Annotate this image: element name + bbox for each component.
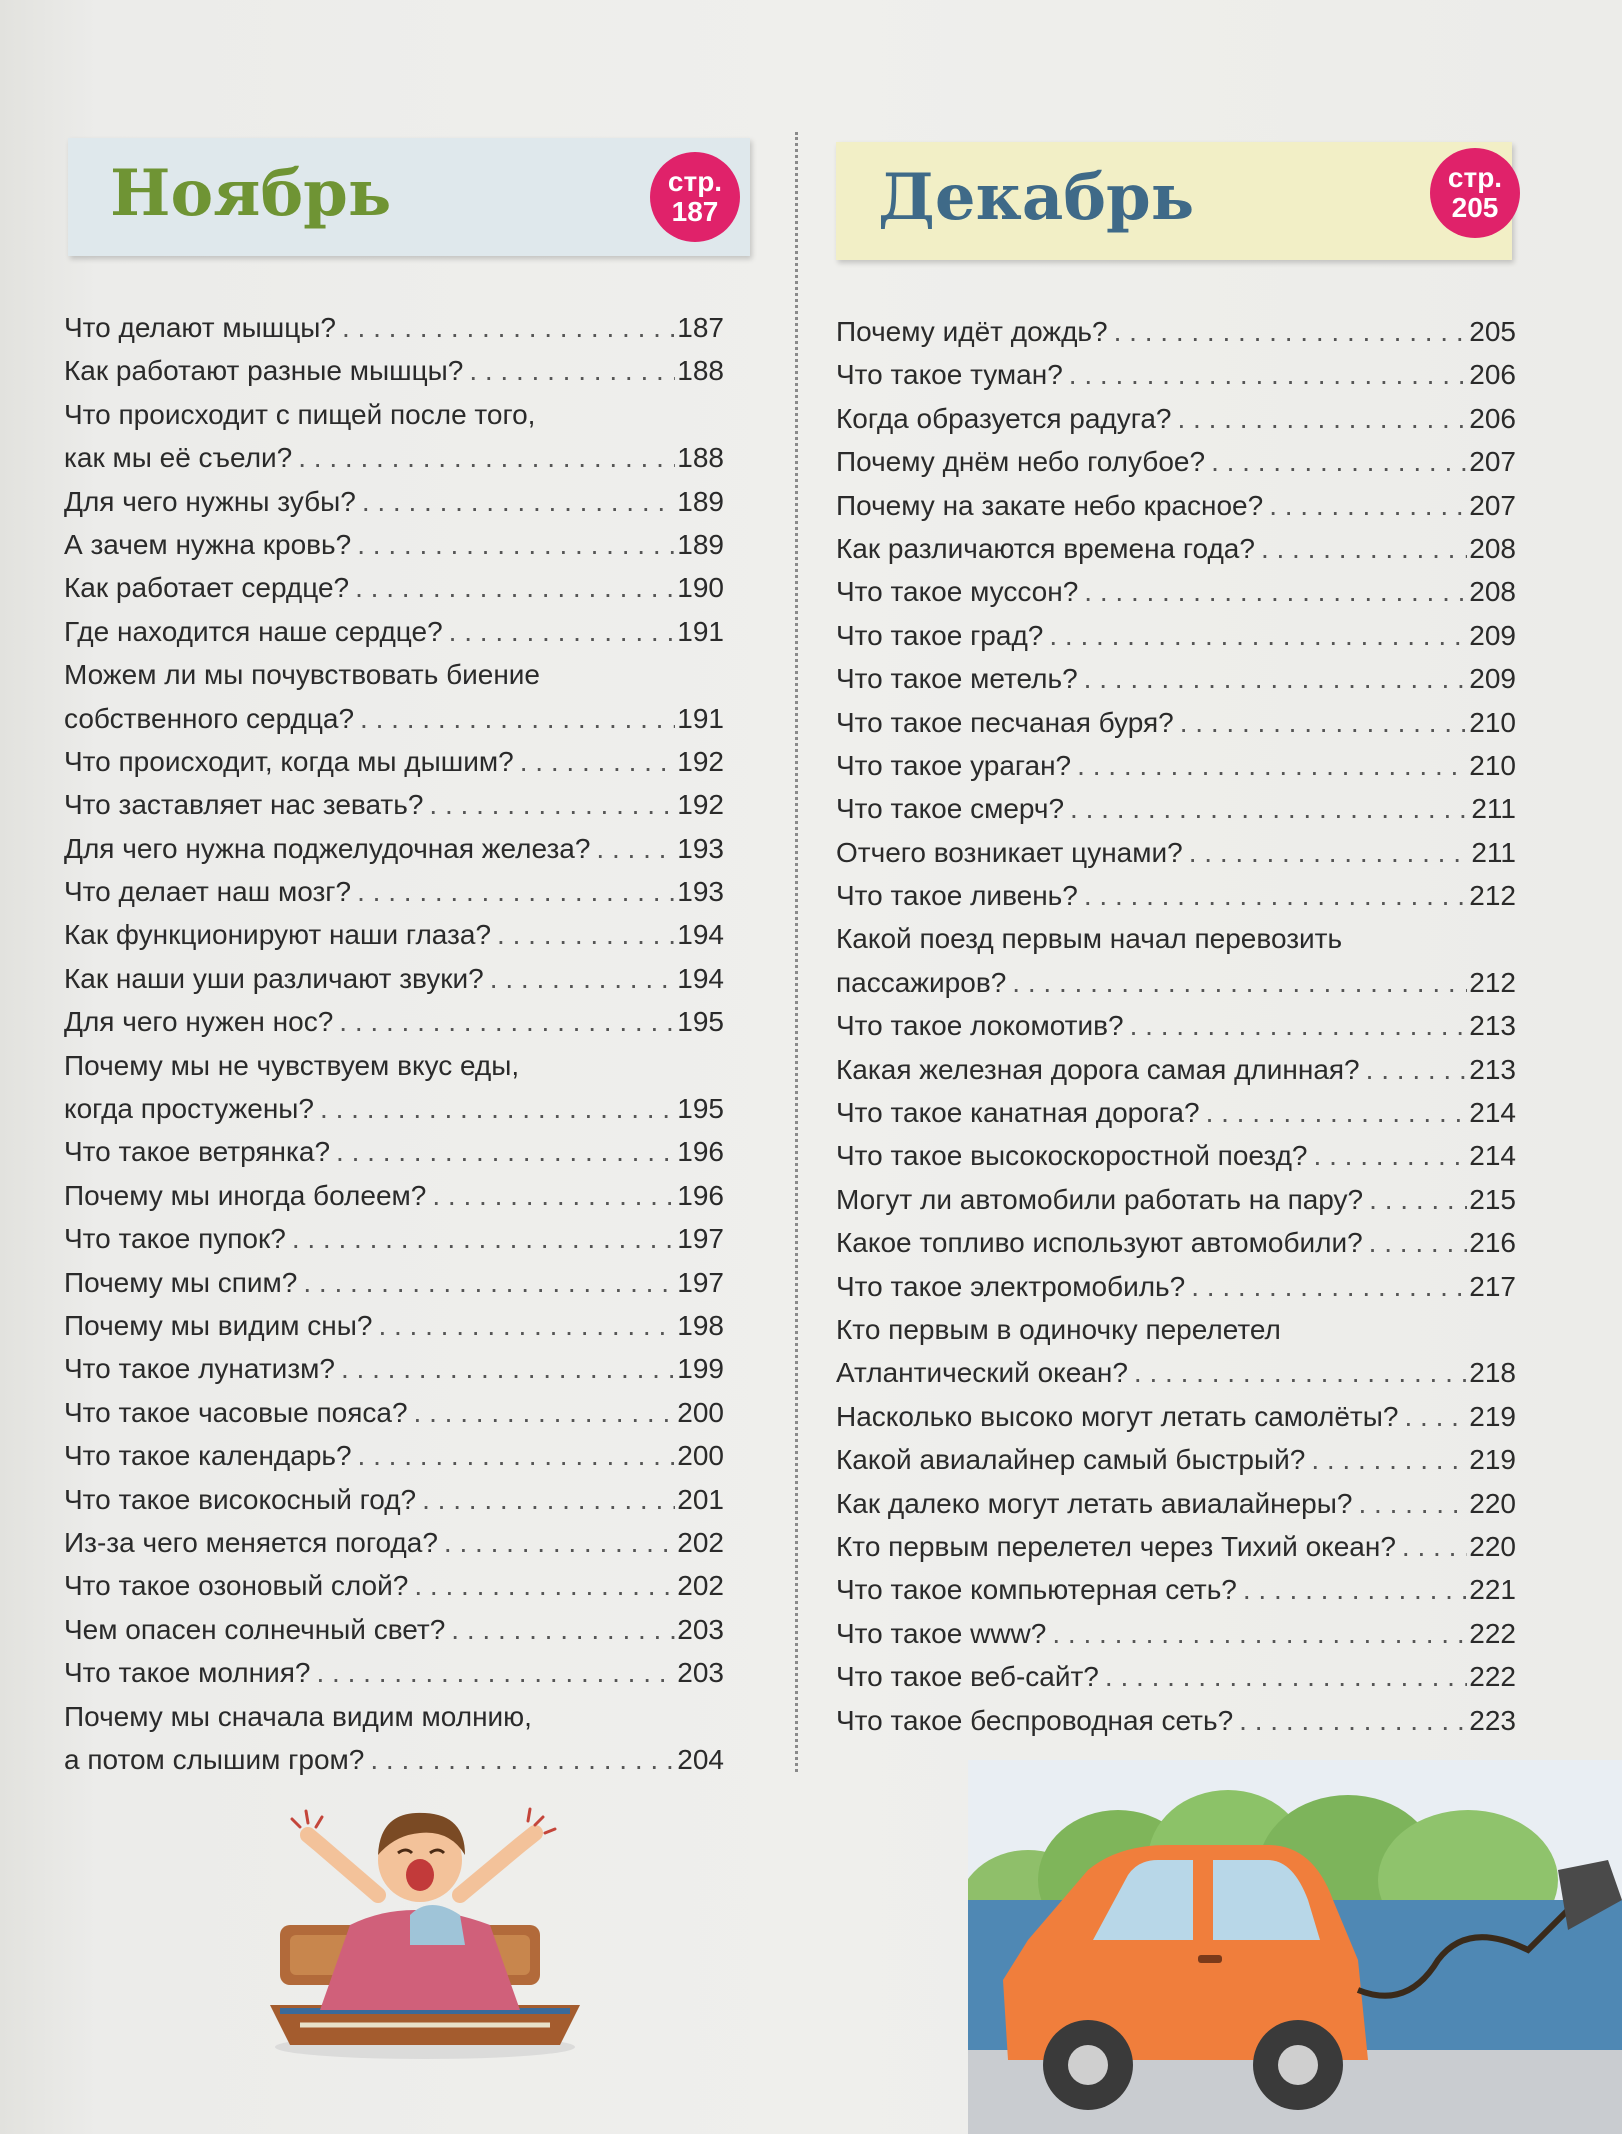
- toc-page-number: 207: [1469, 446, 1516, 478]
- toc-entry[interactable]: [64, 783, 724, 826]
- toc-question: собственного сердца?: [64, 702, 355, 734]
- toc-entry[interactable]: [64, 306, 724, 349]
- dot-leader: [1105, 1655, 1467, 1698]
- toc-page-number: 200: [677, 1396, 724, 1428]
- toc-page-number: 206: [1469, 359, 1516, 391]
- toc-question: Что такое молния?: [64, 1657, 311, 1689]
- toc-entry[interactable]: [836, 1525, 1516, 1568]
- toc-question: как мы её съели?: [64, 442, 293, 474]
- toc-question: Что такое високосный год?: [64, 1483, 417, 1515]
- toc-page-number: 205: [1469, 316, 1516, 347]
- dot-leader: [1404, 1395, 1467, 1438]
- toc-entry[interactable]: [64, 1174, 724, 1217]
- toc-page-number: 211: [1471, 836, 1516, 868]
- toc-question: Что делают мышцы?: [64, 312, 336, 343]
- toc-page-number: 212: [1469, 880, 1516, 912]
- dot-leader: [1191, 1265, 1467, 1308]
- toc-entry-line[interactable]: [836, 917, 1516, 960]
- toc-question: Что такое канатная дорога?: [836, 1097, 1200, 1129]
- dot-leader: [1084, 657, 1468, 700]
- toc-page-number: 218: [1469, 1357, 1516, 1389]
- toc-page-number: 220: [1469, 1530, 1516, 1562]
- dot-leader: [1049, 614, 1467, 657]
- toc-question: Из-за чего меняется погода?: [64, 1526, 438, 1558]
- toc-page-number: 197: [677, 1223, 724, 1255]
- toc-entry[interactable]: [836, 397, 1516, 440]
- dot-leader: [1114, 310, 1468, 353]
- toc-page-number: 222: [1469, 1661, 1516, 1693]
- toc-page-number: 210: [1469, 706, 1516, 738]
- toc-page-number: 194: [677, 962, 724, 994]
- toc-page-number: 195: [677, 1006, 724, 1038]
- dot-leader: [1180, 701, 1468, 744]
- toc-page-number: 199: [677, 1353, 724, 1385]
- toc-page-number: 207: [1469, 489, 1516, 521]
- toc-entry[interactable]: [64, 1391, 724, 1434]
- toc-entry[interactable]: [836, 1395, 1516, 1438]
- toc-page-number: 209: [1469, 663, 1516, 695]
- november-page-badge: [650, 152, 740, 242]
- toc-page-number: 204: [677, 1743, 724, 1775]
- dot-leader: [1239, 1699, 1467, 1742]
- dot-leader: [1366, 1048, 1468, 1091]
- toc-question: пассажиров?: [836, 966, 1007, 998]
- toc-entry[interactable]: [836, 440, 1516, 483]
- toc-question: Почему мы спим?: [64, 1266, 298, 1298]
- toc-question: Почему мы сначала видим молнию,: [64, 1700, 532, 1732]
- dot-leader: [422, 1478, 675, 1521]
- toc-page-number: 221: [1469, 1574, 1516, 1606]
- toc-question: Как работает сердце?: [64, 572, 350, 604]
- toc-page-number: 208: [1469, 532, 1516, 564]
- dot-leader: [1130, 1004, 1468, 1047]
- toc-question: Что такое веб-сайт?: [836, 1661, 1099, 1693]
- toc-page-number: 201: [677, 1483, 724, 1515]
- dot-leader: [1178, 397, 1468, 440]
- toc-page-number: 215: [1469, 1183, 1516, 1215]
- dot-leader: [342, 306, 675, 349]
- toc-question: Как работают разные мышцы?: [64, 355, 464, 387]
- dot-leader: [360, 697, 675, 740]
- dot-leader: [341, 1347, 675, 1390]
- toc-entry[interactable]: [836, 1048, 1516, 1091]
- toc-page-number: 211: [1471, 793, 1516, 825]
- toc-entry[interactable]: [64, 870, 724, 913]
- yawning-child-illustration: [260, 1775, 590, 2065]
- toc-page-number: 202: [677, 1526, 724, 1558]
- december-column: [836, 138, 1516, 1742]
- toc-question: Как функционируют наши глаза?: [64, 919, 492, 951]
- toc-page-number: 212: [1469, 966, 1516, 998]
- toc-page-number: 219: [1469, 1444, 1516, 1476]
- dot-leader: [358, 1434, 676, 1477]
- toc-page-number: 197: [677, 1266, 724, 1298]
- toc-entry[interactable]: [64, 1651, 724, 1694]
- december-title: Декабрь: [878, 160, 1195, 235]
- toc-page-number: 200: [677, 1440, 724, 1472]
- toc-page-number: 219: [1469, 1400, 1516, 1432]
- toc-entry[interactable]: [64, 697, 724, 740]
- toc-entry[interactable]: [836, 1134, 1516, 1177]
- toc-page-number: 222: [1469, 1617, 1516, 1649]
- toc-entry[interactable]: [64, 1478, 724, 1521]
- dot-leader: [303, 1261, 675, 1304]
- toc-entry[interactable]: [64, 610, 724, 653]
- toc-entry[interactable]: [836, 1221, 1516, 1264]
- toc-page-number: 191: [677, 702, 724, 734]
- toc-question: Что такое беспроводная сеть?: [836, 1704, 1234, 1736]
- badge-page-number: 187: [671, 196, 719, 227]
- toc-question: когда простужены?: [64, 1093, 315, 1125]
- badge-label: стр.: [1447, 162, 1503, 193]
- toc-entry[interactable]: [64, 480, 724, 523]
- toc-question: Атлантический океан?: [836, 1357, 1128, 1389]
- toc-page-number: 214: [1469, 1097, 1516, 1129]
- toc-entry[interactable]: [836, 484, 1516, 527]
- toc-page-number: 203: [677, 1613, 724, 1645]
- toc-question: Что такое туман?: [836, 359, 1063, 391]
- toc-question: Кто первым перелетел через Тихий океан?: [836, 1530, 1396, 1562]
- toc-question: А зачем нужна кровь?: [64, 528, 352, 560]
- toc-entry[interactable]: [64, 1000, 724, 1043]
- toc-entry[interactable]: [836, 744, 1516, 787]
- toc-entry[interactable]: [836, 1265, 1516, 1308]
- toc-entry[interactable]: [836, 614, 1516, 657]
- toc-question: Какой авиалайнер самый быстрый?: [836, 1444, 1306, 1476]
- november-toc-list: [64, 306, 724, 1781]
- toc-page-number: 189: [677, 528, 724, 560]
- toc-question: Что такое www?: [836, 1617, 1047, 1649]
- toc-page-number: 190: [677, 572, 724, 604]
- toc-page-number: 195: [677, 1093, 724, 1125]
- dot-leader: [1084, 570, 1467, 613]
- toc-page-number: 208: [1469, 576, 1516, 608]
- toc-entry[interactable]: [836, 657, 1516, 700]
- dot-leader: [298, 436, 675, 479]
- toc-question: Что такое озоновый слой?: [64, 1570, 409, 1602]
- toc-entry[interactable]: [64, 1217, 724, 1260]
- toc-question: Какая железная дорога самая длинная?: [836, 1053, 1360, 1085]
- toc-page-number: 196: [677, 1179, 724, 1211]
- badge-label: стр.: [667, 166, 723, 197]
- toc-page-number: 209: [1469, 619, 1516, 651]
- badge-page-number: 205: [1451, 192, 1499, 223]
- electric-car-illustration: [968, 1760, 1622, 2134]
- dot-leader: [1012, 961, 1467, 1004]
- toc-entry[interactable]: [64, 1608, 724, 1651]
- dot-leader: [1077, 744, 1467, 787]
- dot-leader: [1269, 484, 1467, 527]
- toc-question: Почему идёт дождь?: [836, 316, 1108, 347]
- toc-question: Как наши уши различают звуки?: [64, 962, 484, 994]
- toc-question: Что такое ливень?: [836, 880, 1078, 912]
- dot-leader: [292, 1217, 675, 1260]
- toc-question: Для чего нужны зубы?: [64, 485, 356, 517]
- dot-leader: [1369, 1178, 1467, 1221]
- toc-question: Что происходит, когда мы дышим?: [64, 745, 514, 777]
- dot-leader: [1134, 1351, 1467, 1394]
- toc-entry[interactable]: [64, 523, 724, 566]
- toc-page-number: 193: [677, 832, 724, 864]
- toc-question: Почему на закате небо красное?: [836, 489, 1264, 521]
- toc-entry[interactable]: [64, 740, 724, 783]
- dot-leader: [429, 783, 675, 826]
- dot-leader: [339, 1000, 675, 1043]
- november-title: Ноябрь: [110, 156, 392, 231]
- toc-entry[interactable]: [64, 957, 724, 1000]
- dot-leader: [362, 480, 675, 523]
- dot-leader: [596, 827, 675, 870]
- dot-leader: [1189, 831, 1470, 874]
- toc-page-number: 214: [1469, 1140, 1516, 1172]
- toc-entry-line[interactable]: [836, 1308, 1516, 1351]
- toc-entry[interactable]: [836, 787, 1516, 830]
- toc-question: Почему мы не чувствуем вкус еды,: [64, 1049, 520, 1081]
- dot-leader: [1314, 1134, 1468, 1177]
- toc-question: Для чего нужна поджелудочная железа?: [64, 832, 591, 864]
- dot-leader: [414, 1391, 676, 1434]
- december-toc-list: [836, 310, 1516, 1742]
- toc-question: Где находится наше сердце?: [64, 615, 443, 647]
- toc-question: Как далеко могут летать авиалайнеры?: [836, 1487, 1353, 1519]
- toc-entry[interactable]: [64, 349, 724, 392]
- toc-entry[interactable]: [836, 961, 1516, 1004]
- toc-question: Что такое компьютерная сеть?: [836, 1574, 1237, 1606]
- toc-entry[interactable]: [64, 827, 724, 870]
- toc-question: Что такое высокоскоростной поезд?: [836, 1140, 1308, 1172]
- dot-leader: [1369, 1221, 1468, 1264]
- dot-leader: [1358, 1482, 1467, 1525]
- toc-entry[interactable]: [836, 701, 1516, 744]
- dot-leader: [490, 957, 676, 1000]
- toc-question: Что такое локомотив?: [836, 1010, 1124, 1042]
- toc-entry[interactable]: [64, 1261, 724, 1304]
- toc-entry[interactable]: [836, 1091, 1516, 1134]
- toc-question: Можем ли мы почувствовать биение: [64, 659, 540, 691]
- dot-leader: [444, 1521, 675, 1564]
- toc-question: Что такое песчаная буря?: [836, 706, 1174, 738]
- dot-leader: [414, 1564, 675, 1607]
- dot-leader: [336, 1130, 675, 1173]
- toc-page-number: 187: [677, 312, 724, 343]
- toc-page-number: 194: [677, 919, 724, 951]
- toc-question: Почему днём небо голубое?: [836, 446, 1206, 478]
- toc-page-number: 216: [1469, 1227, 1516, 1259]
- toc-question: Что такое календарь?: [64, 1440, 352, 1472]
- toc-entry[interactable]: [64, 1130, 724, 1173]
- dot-leader: [355, 566, 675, 609]
- toc-entry[interactable]: [64, 1347, 724, 1390]
- toc-entry[interactable]: [836, 570, 1516, 613]
- toc-page-number: 210: [1469, 749, 1516, 781]
- toc-entry[interactable]: [64, 566, 724, 609]
- toc-page-number: 220: [1469, 1487, 1516, 1519]
- toc-question: Что такое лунатизм?: [64, 1353, 335, 1385]
- toc-question: Что такое ураган?: [836, 749, 1072, 781]
- toc-entry-line[interactable]: [64, 653, 724, 696]
- dot-leader: [378, 1304, 675, 1347]
- toc-question: а потом слышим гром?: [64, 1743, 365, 1775]
- dot-leader: [357, 870, 675, 913]
- toc-entry[interactable]: [836, 1482, 1516, 1525]
- toc-entry[interactable]: [64, 436, 724, 479]
- toc-page-number: 188: [677, 355, 724, 387]
- dot-leader: [451, 1608, 675, 1651]
- toc-entry[interactable]: [836, 1655, 1516, 1698]
- toc-entry[interactable]: [836, 310, 1516, 353]
- toc-question: Почему мы видим сны?: [64, 1309, 373, 1341]
- toc-question: Что такое электромобиль?: [836, 1270, 1186, 1302]
- dot-leader: [1261, 527, 1467, 570]
- toc-question: Что такое пупок?: [64, 1223, 286, 1255]
- toc-page-number: 203: [677, 1657, 724, 1689]
- toc-question: Что такое муссон?: [836, 576, 1079, 608]
- toc-entry[interactable]: [836, 1351, 1516, 1394]
- toc-page-number: 202: [677, 1570, 724, 1602]
- dot-leader: [469, 349, 675, 392]
- toc-page-number: 192: [677, 789, 724, 821]
- toc-entry-line[interactable]: [64, 1695, 724, 1738]
- toc-page-number: 217: [1469, 1270, 1516, 1302]
- toc-page-number: 213: [1469, 1053, 1516, 1085]
- dot-leader: [1243, 1568, 1467, 1611]
- toc-page-number: 188: [677, 442, 724, 474]
- dot-leader: [320, 1087, 675, 1130]
- toc-entry[interactable]: [836, 1178, 1516, 1221]
- toc-page-number: 189: [677, 485, 724, 517]
- toc-question: Что такое метель?: [836, 663, 1078, 695]
- toc-question: Что такое смерч?: [836, 793, 1065, 825]
- toc-entry[interactable]: [64, 1434, 724, 1477]
- toc-question: Почему мы иногда болеем?: [64, 1179, 427, 1211]
- toc-page-number: 213: [1469, 1010, 1516, 1042]
- dot-leader: [357, 523, 675, 566]
- dot-leader: [1311, 1438, 1467, 1481]
- toc-page-number: 223: [1469, 1704, 1516, 1736]
- toc-page-number: 191: [677, 615, 724, 647]
- dot-leader: [1402, 1525, 1467, 1568]
- toc-entry[interactable]: [836, 527, 1516, 570]
- toc-entry-line[interactable]: [64, 393, 724, 436]
- column-divider: [795, 132, 798, 1772]
- dot-leader: [1052, 1612, 1467, 1655]
- toc-entry[interactable]: [836, 1612, 1516, 1655]
- dot-leader: [1206, 1091, 1468, 1134]
- november-header: [68, 138, 750, 256]
- toc-entry[interactable]: [836, 1004, 1516, 1047]
- toc-entry[interactable]: [836, 1699, 1516, 1742]
- november-column: [64, 138, 724, 1781]
- toc-entry[interactable]: [836, 353, 1516, 396]
- dot-leader: [449, 610, 676, 653]
- toc-page-number: 193: [677, 876, 724, 908]
- dot-leader: [1211, 440, 1467, 483]
- toc-question: Могут ли автомобили работать на пару?: [836, 1183, 1364, 1215]
- toc-question: Кто первым в одиночку перелетел: [836, 1313, 1281, 1345]
- toc-question: Что такое часовые пояса?: [64, 1396, 408, 1428]
- toc-question: Какое топливо используют автомобили?: [836, 1227, 1363, 1259]
- toc-question: Какой поезд первым начал перевозить: [836, 923, 1343, 955]
- toc-question: Что такое град?: [836, 619, 1044, 651]
- toc-question: Что делает наш мозг?: [64, 876, 352, 908]
- toc-entry[interactable]: [836, 1438, 1516, 1481]
- toc-question: Что такое ветрянка?: [64, 1136, 331, 1168]
- dot-leader: [432, 1174, 675, 1217]
- toc-entry[interactable]: [64, 1087, 724, 1130]
- toc-question: Что происходит с пищей после того,: [64, 398, 536, 430]
- toc-question: Когда образуется радуга?: [836, 402, 1172, 434]
- toc-entry[interactable]: [836, 874, 1516, 917]
- toc-entry[interactable]: [64, 913, 724, 956]
- toc-question: Насколько высоко могут летать самолёты?: [836, 1400, 1399, 1432]
- toc-entry[interactable]: [64, 1564, 724, 1607]
- december-page-badge: [1430, 148, 1520, 238]
- dot-leader: [316, 1651, 675, 1694]
- dot-leader: [1084, 874, 1467, 917]
- toc-question: Для чего нужен нос?: [64, 1006, 334, 1038]
- toc-entry[interactable]: [64, 1521, 724, 1564]
- toc-page-number: 206: [1469, 402, 1516, 434]
- toc-question: Что заставляет нас зевать?: [64, 789, 424, 821]
- toc-question: Как различаются времена года?: [836, 532, 1255, 564]
- toc-entry[interactable]: [64, 1304, 724, 1347]
- toc-question: Чем опасен солнечный свет?: [64, 1613, 446, 1645]
- dot-leader: [520, 740, 676, 783]
- toc-entry[interactable]: [836, 1568, 1516, 1611]
- toc-page-number: 196: [677, 1136, 724, 1168]
- toc-question: Отчего возникает цунами?: [836, 836, 1183, 868]
- dot-leader: [497, 913, 675, 956]
- toc-entry-line[interactable]: [64, 1044, 724, 1087]
- december-header: [836, 142, 1512, 260]
- dot-leader: [1069, 353, 1468, 396]
- toc-page-number: 198: [677, 1309, 724, 1341]
- toc-entry[interactable]: [836, 831, 1516, 874]
- toc-page-number: 192: [677, 745, 724, 777]
- dot-leader: [1070, 787, 1469, 830]
